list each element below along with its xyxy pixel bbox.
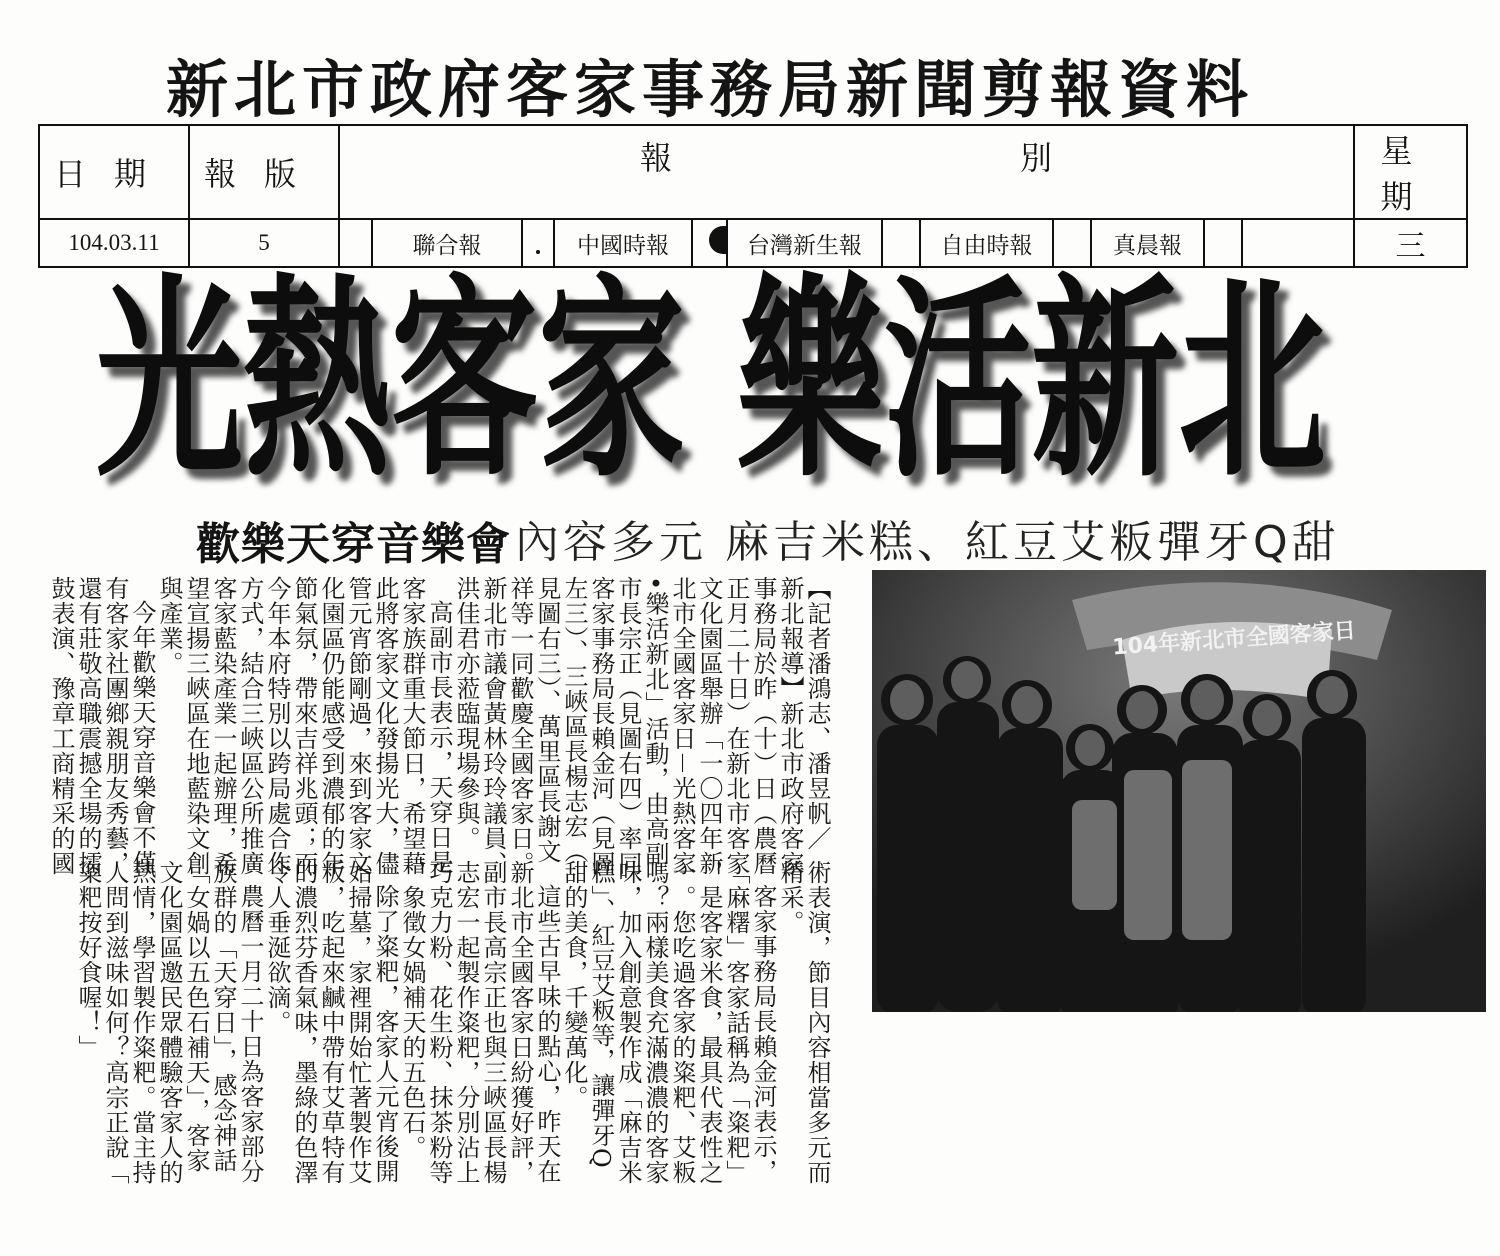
article-column: 洪佳君亦蒞臨現場參與。 xyxy=(452,576,480,851)
article-column: ，象徵女媧補天的五色石。 xyxy=(398,860,426,1160)
article-column: 新北報導】新北市政府客家 xyxy=(776,576,804,876)
article-column: 一。您吃過客家的粢粑、艾粄 xyxy=(668,860,696,1185)
article-column: 客家事務局長賴金河表示， xyxy=(749,884,777,1184)
date-header: 日期 xyxy=(39,125,189,219)
article-column: 方式，結合三峽區公所推廣 xyxy=(236,576,264,876)
article-column: 副市長高宗正也與三峽區長楊 xyxy=(479,860,507,1185)
article-column: 見圖右三）、萬里區長謝文 xyxy=(533,576,561,864)
article-column: 志宏一起製作粢粑，分別沾上 xyxy=(452,860,480,1185)
article-column: 粄，吃起來鹹中帶有艾草特有 xyxy=(317,860,345,1185)
newspaper-header-right: 別 xyxy=(1020,139,1053,177)
paper-chinatimes: 中國時報 xyxy=(554,220,692,266)
article-column: 味，加入創意製作成「麻吉米 xyxy=(614,860,642,1185)
article-column: 與產業。 xyxy=(155,576,183,676)
article-column: 客家事務局長賴金河（見圖 xyxy=(587,576,615,876)
article-column: ，是客家米食，最具代表性之 xyxy=(695,860,723,1185)
article-column: 熱情，學習製作粢粑。當主持 xyxy=(128,860,156,1185)
newspaper-header xyxy=(339,125,1354,219)
article-column: 北市全國客家日－光熱客家 xyxy=(668,576,696,876)
article-column: 嗎？兩樣美食充滿濃濃的客家 xyxy=(641,860,669,1185)
paper-udn: 聯合報 xyxy=(372,220,522,266)
paper-ltn: 自由時報 xyxy=(920,220,1053,266)
article-column: 望宣揚三峽區在地藍染文創 xyxy=(182,576,210,876)
article-column: 粢粑按好食喔！」 xyxy=(74,860,102,1060)
article-column: 今年歡樂天穿音樂會不僅 xyxy=(128,600,156,875)
article-column: 正月二十日）在新北市客家 xyxy=(722,576,750,876)
article-column: 客家藍染產業一起辦理，希 xyxy=(209,576,237,876)
article-column: 節氣氛，帶來吉祥兆頭；而 xyxy=(290,576,318,876)
document-title: 新北市政府客家事務局新聞剪報資料 xyxy=(165,53,1254,126)
article-column: 術表演，節目內容相當多元而 xyxy=(803,860,831,1185)
article-column: 化園區仍能感受到濃郁的年 xyxy=(317,576,345,876)
article-column: 文化園區舉辦「一〇四年新 xyxy=(695,576,723,876)
article-column: 高副市長表示，天穿日是 xyxy=(425,600,453,875)
article-column: 有客家社團鄉親朋友秀藝， xyxy=(101,576,129,876)
headline xyxy=(96,250,1386,495)
article-column: 文化園區邀民眾體驗客家人的 xyxy=(155,860,183,1185)
article-column: 巧克力粉、花生粉、抹茶粉等 xyxy=(425,860,453,1185)
edition-header: 報版 xyxy=(189,125,339,219)
article-column: 族群的「天穿日」，感念神話 xyxy=(209,860,237,1173)
article-column: 【記者潘鴻志、潘昱帆／ xyxy=(803,576,831,851)
article-column: •樂活新北」活動，由高副 xyxy=(641,576,669,867)
article-column: 「麻糬」客家話稱為「粢粑」 xyxy=(722,860,750,1185)
article-column: 此將客家文化發揚光大，儘 xyxy=(371,576,399,876)
date-value: 104.03.11 xyxy=(39,219,189,267)
article-column: 令人垂涎欲滴。 xyxy=(263,860,291,1035)
event-photo xyxy=(872,570,1486,1012)
article-column: 左三）、三峽區長楊志宏（ xyxy=(560,576,588,864)
weekday-header: 星期 xyxy=(1354,125,1467,219)
article-column: 的濃烈芬香氣味，墨綠的色澤 xyxy=(290,860,318,1185)
article-column: 祥等一同歡慶全國客家日。 xyxy=(506,576,534,876)
article-column: 糕」、紅豆艾粄等，讓彈牙Q xyxy=(587,860,615,1169)
article-column: 除了粢粑，客家人元宵後開 xyxy=(371,884,399,1184)
article-column: 客家族群重大節日，希望藉 xyxy=(398,576,426,876)
article-column: 這些古早味的點心，昨天在 xyxy=(533,884,561,1184)
article-column: 「女媧以五色石補天」，客家 xyxy=(182,860,210,1173)
newspaper-header-left: 報 xyxy=(640,139,673,177)
headline-text: 光熱客家 樂活新北 xyxy=(96,255,1326,495)
article-column: 甜的美食，千變萬化。 xyxy=(560,860,588,1110)
clipping-info-table xyxy=(38,124,1468,268)
article-column: 鼓表演、豫章工商精采的國 xyxy=(47,576,75,876)
article-column: 還有莊敬高職震撼全場的擂 xyxy=(74,576,102,876)
article-column: 始掃墓，家裡開始忙著製作艾 xyxy=(344,860,372,1185)
article-column: 新北市全國客家日紛獲好評， xyxy=(506,860,534,1185)
subheadline-bold: 歡樂天穿音樂會 xyxy=(196,519,511,570)
article-column: 精采。 xyxy=(776,860,804,935)
article-column: 事務局於昨（十）日（農曆 xyxy=(749,576,777,876)
article-column: 市長宗正（見圖右四）率同 xyxy=(614,576,642,876)
article-column: 人問到滋味如何？高宗正說「 xyxy=(101,860,129,1185)
article-column: 今年本府特別以跨局處合作 xyxy=(263,576,291,876)
edition-value: 5 xyxy=(189,219,339,267)
article-column: 農曆一月二十日為客家部分 xyxy=(236,884,264,1184)
photo-banner-text: 104年新北市全國客家日 xyxy=(1111,618,1357,661)
paper-shinsheng: 台灣新生報 xyxy=(727,220,882,266)
weekday-value: 三 xyxy=(1354,219,1467,267)
paper-morning: 真晨報 xyxy=(1091,220,1204,266)
article-column: 新北市議會黃林玲玲議員、 xyxy=(479,576,507,876)
subheadline-rest: 內容多元 麻吉米糕、紅豆艾粄彈牙Q甜 xyxy=(515,517,1340,568)
article-column: 管元宵節剛過，來到客家文 xyxy=(344,576,372,876)
